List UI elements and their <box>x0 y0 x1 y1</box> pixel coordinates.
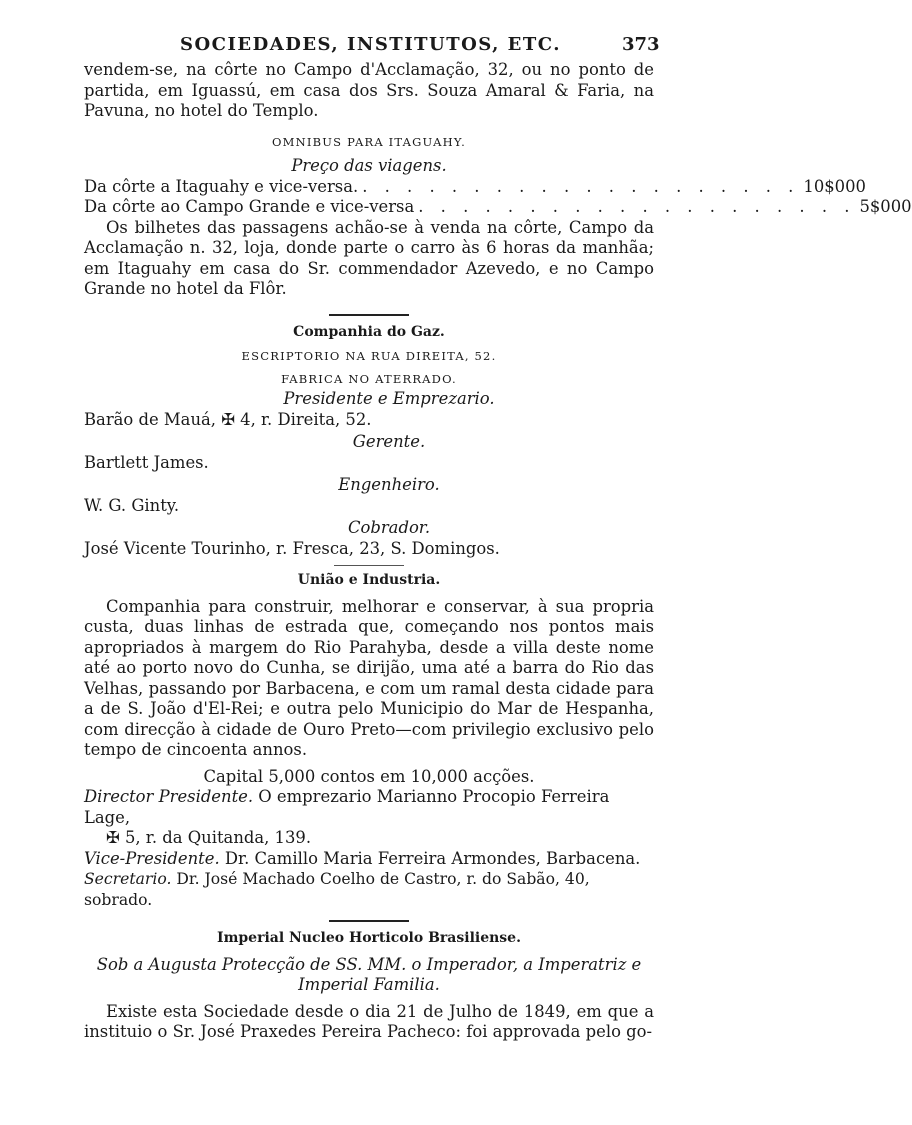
nucleo-title: Imperial Nucleo Horticolo Brasiliense. <box>217 930 521 946</box>
fare-route: Da côrte ao Campo Grande e vice-versa <box>84 197 415 216</box>
omnibus-title: OMNIBUS PARA ITAGUAHY. <box>271 134 466 149</box>
gaz-role: Presidente e Emprezario. <box>283 389 495 408</box>
header-title: SOCIEDADES, INSTITUTOS, ETC. <box>180 34 562 55</box>
nucleo-subtitle: Sob a Augusta Protecção de SS. MM. o Imperador, a Imperatriz e Imperial Familia. <box>96 954 642 994</box>
vice-name: Dr. Camillo Maria Ferreira Armondes, Barbacena. <box>224 848 641 868</box>
director-name: O emprezario Marianno Procopio Ferreira Lage, <box>84 787 610 827</box>
page-number: 373 <box>622 34 660 55</box>
intro-paragraph: vendem-se, na côrte no Campo d'Acclamação, 32, ou no ponto de partida, em Iguassú, em casa dos Srs. Souza Amaral & Faria, na Pavuna, no hotel do Templo. <box>84 60 654 120</box>
gaz-person: José Vicente Tourinho, r. Fresca, 23, S. Domingos. <box>84 538 500 558</box>
fare-row <box>84 197 912 218</box>
gaz-role: Cobrador. <box>347 518 431 537</box>
gaz-role: Engenheiro. <box>338 475 440 494</box>
omnibus-note: Os bilhetes das passagens achão-se à venda na côrte, Campo da Acclamação n. 32, loja, donde parte o carro às 6 horas da manhãa; em Itaguahy em casa do Sr. commendador Azevedo, e no Campo Grande no hotel da Flôr. <box>84 217 654 298</box>
running-header <box>0 34 725 58</box>
gaz-factory: FABRICA NO ATERRADO. <box>281 371 457 386</box>
director-label: Director Presidente. <box>84 787 254 806</box>
gaz-person: W. G. Ginty. <box>84 495 180 515</box>
secretary-label: Secretario. <box>84 870 172 888</box>
vice-label: Vice-Presidente. <box>84 848 220 868</box>
leader-dots: . . . . . . . . . . . . . . . . . . . . <box>362 176 800 196</box>
uniao-director <box>84 787 654 828</box>
nucleo-paragraph: Existe esta Sociedade desde o dia 21 de Julho de 1849, em que a instituio o Sr. José Praxedes Pereira Pacheco: foi approvada pelo go- <box>84 1001 654 1041</box>
fare-route: Da côrte a Itaguahy e vice-versa. <box>84 176 359 196</box>
uniao-title: União e Industria. <box>297 572 441 588</box>
section-divider <box>329 314 409 316</box>
leader-dots: . . . . . . . . . . . . . . . . . . . . <box>418 197 856 216</box>
uniao-paragraph: Companhia para construir, melhorar e conservar, à sua propria custa, duas linhas de estrada que, começando nos pontos mais apropriados à margem do Rio Parahyba, desde a villa deste nome até ao porto novo do Cunha, se dirijão, uma até a barra do Rio das Velhas, passando por Barbacena, e com um ramal desta cidade para a de S. João d'El-Rei; e outra pelo Municipio do Mar de Hespanha, com direcção à cidade de Ouro Preto—com privilegio exclusivo pelo tempo de cincoenta annos. <box>84 596 654 759</box>
gaz-office: ESCRIPTORIO NA RUA DIREITA, 52. <box>241 349 497 363</box>
gaz-role: Gerente. <box>352 432 426 451</box>
secretary-name: Dr. José Machado Coelho de Castro, r. do Sabão, 40, sobrado. <box>84 870 590 909</box>
fare-row <box>84 176 866 198</box>
fare-price: 5$000 <box>859 197 912 216</box>
director-address: ✠ 5, r. da Quitanda, 139. <box>106 828 312 847</box>
page-body <box>84 60 912 1043</box>
uniao-secretary <box>84 869 654 910</box>
gaz-title: Companhia do Gaz. <box>293 323 445 340</box>
gaz-person: Bartlett James. <box>84 452 209 472</box>
fare-price: 10$000 <box>803 176 866 196</box>
uniao-capital: Capital 5,000 contos em 10,000 acções. <box>203 766 535 786</box>
section-divider <box>334 565 404 566</box>
uniao-vice <box>84 849 654 870</box>
omnibus-subtitle: Preço das viagens. <box>291 156 447 175</box>
section-divider <box>329 920 409 922</box>
gaz-person: Barão de Mauá, ✠ 4, r. Direita, 52. <box>84 409 372 429</box>
